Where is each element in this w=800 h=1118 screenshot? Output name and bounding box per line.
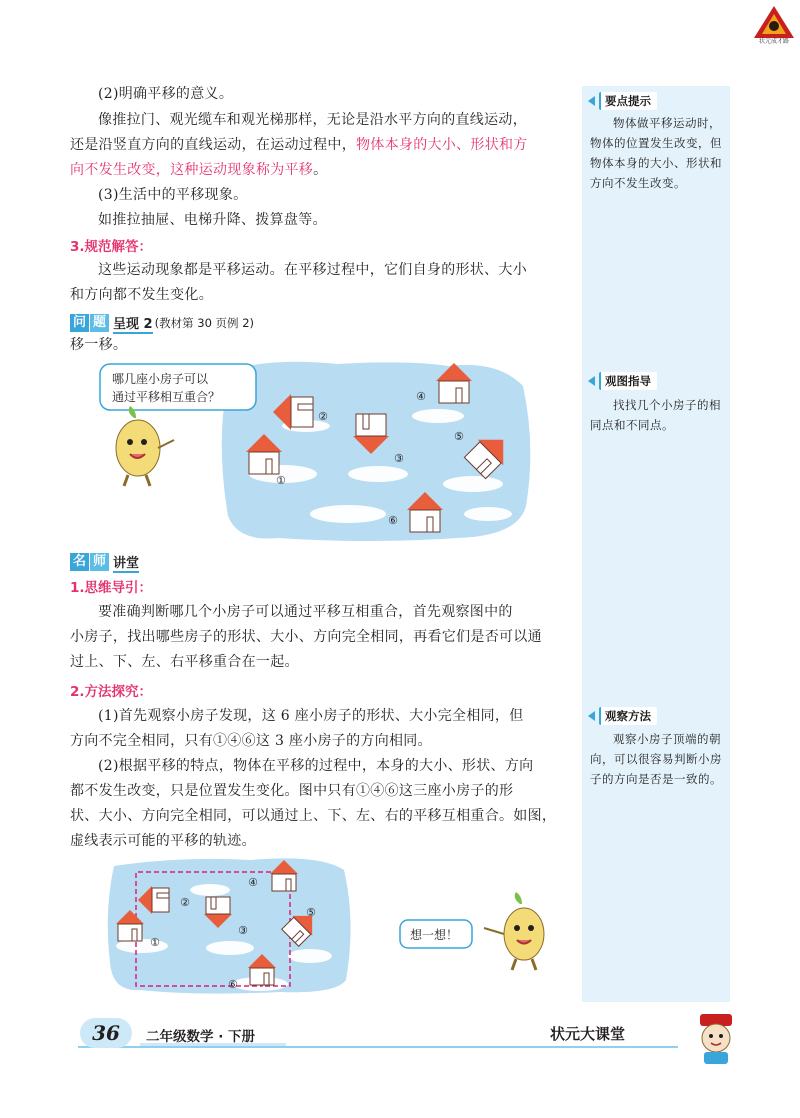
plain-text: 还是沿竖直方向的直线运动，在运动过程中， [70,137,356,153]
guide-line-1: 要准确判断哪几个小房子可以通过平移互相重合，首先观察图中的 [98,604,513,620]
pointer-arrow-icon [588,376,595,386]
paragraph-meaning-line-2 [70,133,570,157]
question-badge-1: 问 [70,314,89,332]
pointer-arrow-icon [588,711,595,721]
highlight-text: 向不发生改变，这种运动现象称为平移 [70,162,314,178]
teacher-lecture-header [70,552,139,572]
house-label-1: ① [150,936,160,949]
bubble-text-line-1: 哪几座小房子可以 [112,372,209,386]
tip-figure-guide-heading [588,372,657,390]
house-label-5: ⑤ [306,906,316,919]
mascot-icon [484,892,544,970]
tip-observe-method-heading [588,707,657,725]
paragraph-meaning-line-3 [70,158,570,182]
method-1-line-1: (1)首先观察小房子发现，这 6 座小房子的形状、大小完全相同，但 [98,708,524,724]
answer-line-1: 这些运动现象都是平移运动。在平移过程中，它们自身的形状、大小 [98,262,527,278]
house-label-3: ③ [394,452,404,465]
lecture-badge-1: 名 [70,553,89,571]
tip-figure-guide-body: 找找几个小房子的相同点和不同点。 [590,398,721,432]
figure-houses-translation [100,852,560,998]
tip-key-points-title: 要点提示 [599,92,657,110]
page-number: 36 [80,1018,132,1048]
sky-background [108,858,351,993]
tip-key-points-body: 物体做平移运动时，物体的位置发生改变，但物体本身的大小、形状和方向不发生改变。 [590,116,722,190]
pointer-arrow-icon [588,96,595,106]
plain-text: 。 [313,162,328,178]
house-label-5: ⑤ [454,430,464,443]
house-label-2: ② [180,896,190,909]
answer-line-2: 和方向都不发生变化。 [70,287,213,303]
question-title: 呈现 2 [113,313,153,334]
lecture-badge-2: 师 [90,553,109,571]
paragraph-meaning-title: (2)明确平移的意义。 [98,86,234,102]
house-label-4: ④ [248,876,258,889]
method-2-line-3: 状、大小、方向完全相同，可以通过上、下、左、右的平移互相重合。如图， [70,808,557,824]
publisher-logo-text: 状元成才路 [758,38,789,45]
sidebar-panel [582,86,730,1002]
house-label-2: ② [318,410,328,423]
house-label-1: ① [276,474,286,487]
house-label-3: ③ [238,924,248,937]
house-label-6: ⑥ [388,514,398,527]
bubble-text-line-2: 通过平移相互重合？ [112,390,221,404]
footer-mascot-icon [690,1010,742,1066]
heading-standard-answer: 3.规范解答： [70,239,153,255]
footer-divider [78,1046,678,1048]
house-label-4: ④ [416,390,426,403]
tip-observe-method-body: 观察小房子顶端的朝向，可以很容易判断小房子的方向是否是一致的。 [590,732,722,786]
paragraph-life-body: 如推拉抽屉、电梯升降、拨算盘等。 [98,212,327,228]
tip-figure-guide-title: 观图指导 [599,372,657,390]
brand-name: 状元大课堂 [550,1025,626,1043]
question-reference: (教材第 30 页例 2) [154,316,254,330]
lecture-title: 讲堂 [113,552,139,573]
highlight-text: 物体本身的大小、形状和方 [356,137,528,153]
heading-thinking-guide: 1.思维导引： [70,580,153,596]
tip-observe-method-title: 观察方法 [599,707,657,725]
mascot-icon [116,406,174,486]
method-2-line-2: 都不发生改变，只是位置发生变化。图中只有①④⑥这三座小房子的形 [70,783,514,799]
method-1-line-2: 方向不完全相同，只有①④⑥这 3 座小房子的方向相同。 [70,733,432,749]
house-label-6: ⑥ [228,978,238,991]
question-body: 移一移。 [70,337,128,353]
question-header [70,313,254,333]
paragraph-meaning-line-1: 像推拉门、观光缆车和观光梯那样，无论是沿水平方向的直线运动， [98,112,527,128]
bubble-text: 想一想！ [410,928,459,942]
method-2-line-1: (2)根据平移的特点，物体在平移的过程中，本身的大小、形状、方向 [98,758,534,774]
method-2-line-4: 虚线表示可能的平移的轨迹。 [70,833,256,849]
heading-method-explore: 2.方法探究： [70,684,153,700]
question-badge-2: 题 [90,314,109,332]
guide-line-2: 小房子，找出哪些房子的形状、大小、方向完全相同，再看它们是否可以通 [70,629,542,645]
guide-line-3: 过上、下、左、右平移重合在一起。 [70,654,299,670]
tip-key-points-heading [588,92,657,110]
book-title: 二年级数学 · 下册 [146,1029,256,1045]
figure-houses [78,356,558,546]
paragraph-life-title: (3)生活中的平移现象。 [98,187,248,203]
